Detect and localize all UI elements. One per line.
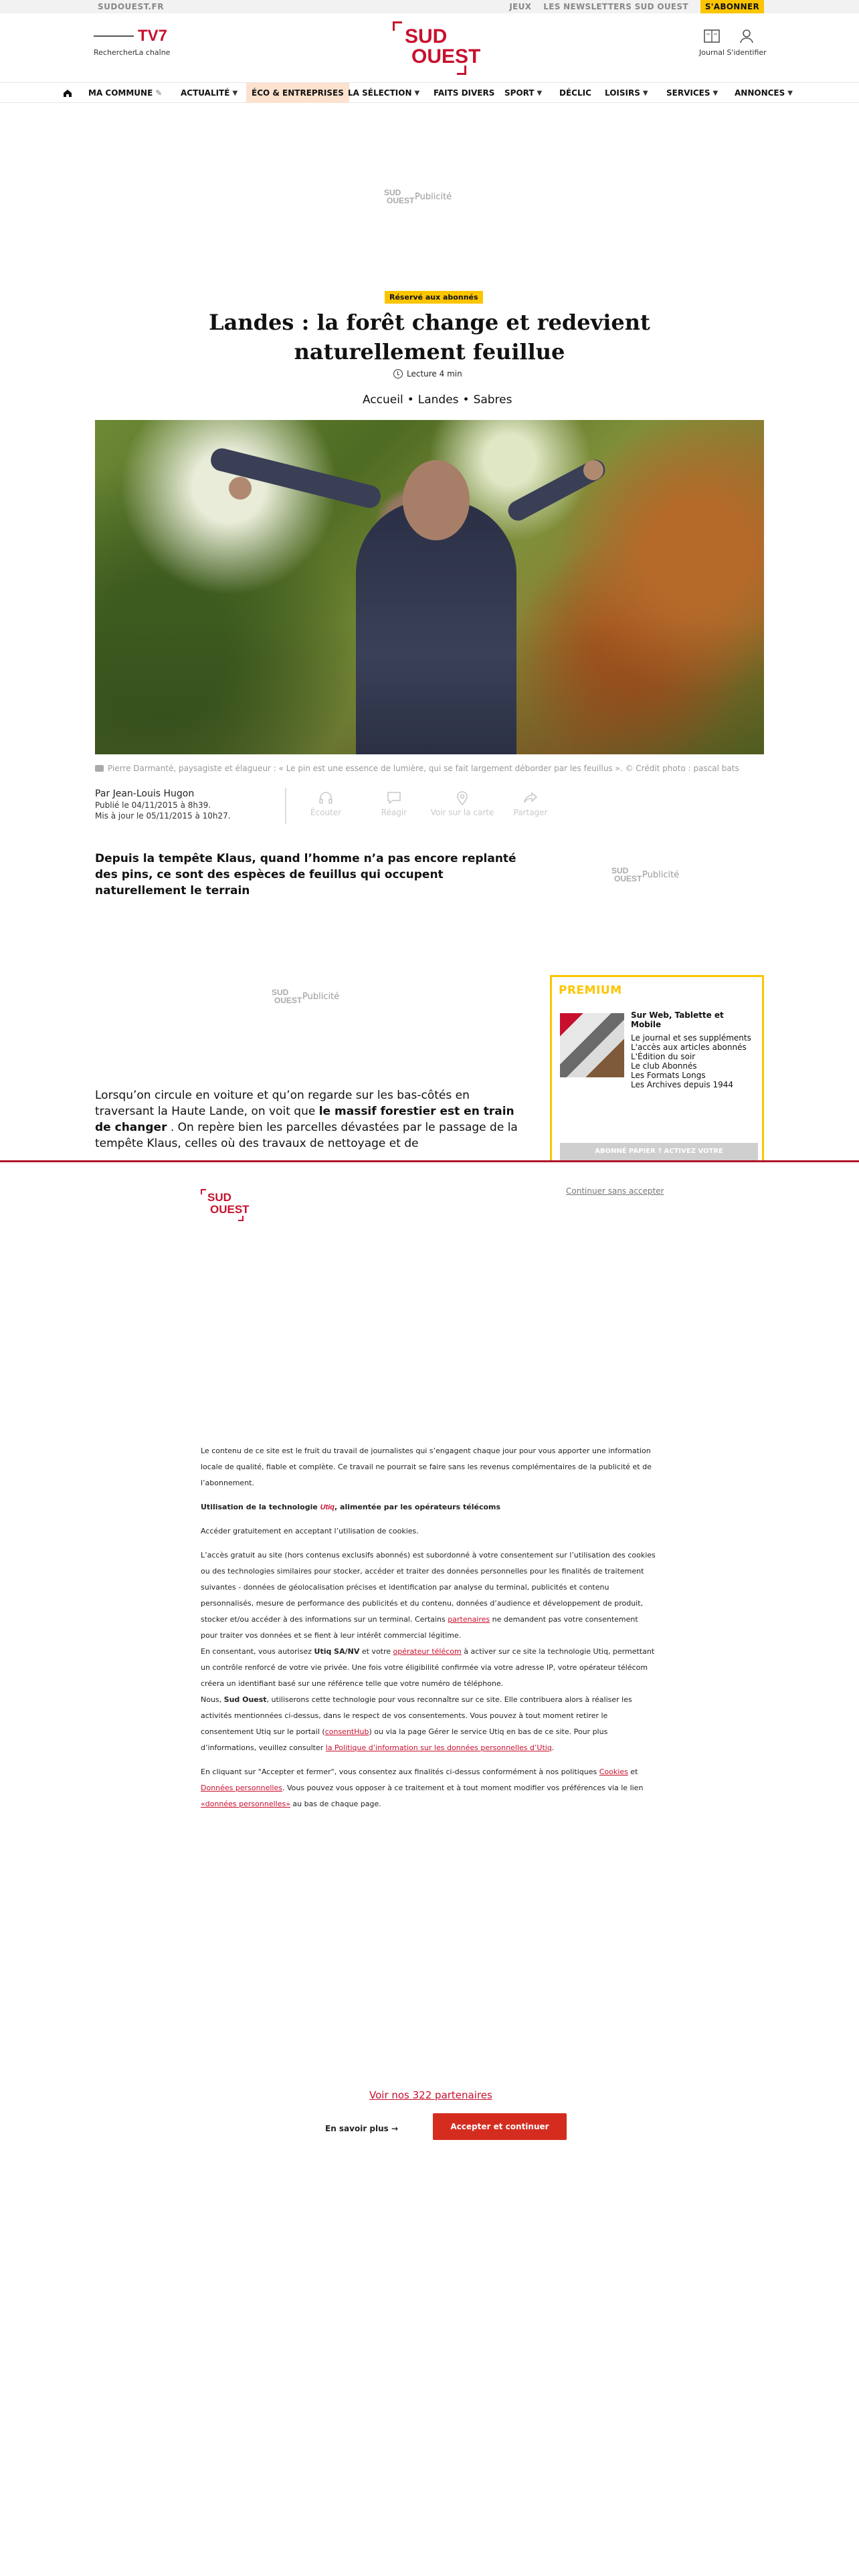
- map-label: Voir sur la carte: [430, 808, 494, 817]
- nav-la-selection[interactable]: LA SÉLECTION ▼: [348, 88, 420, 98]
- site-link[interactable]: SUDOUEST.FR: [98, 2, 164, 11]
- breadcrumb-separator: •: [407, 393, 414, 407]
- react-button[interactable]: [360, 788, 428, 817]
- consent-logo: SUD OUEST: [201, 1189, 244, 1221]
- divider: [285, 788, 286, 824]
- share-icon: [496, 788, 565, 808]
- premium-label: PREMIUM: [559, 984, 622, 997]
- read-time: [393, 369, 462, 379]
- user-icon: [727, 24, 767, 48]
- map-button[interactable]: [428, 788, 496, 817]
- ad-logo: SUD OUEST: [272, 988, 302, 1005]
- breadcrumb-separator: •: [462, 393, 470, 407]
- utiq-heading: Utilisation de la technologie Utiq, alimentée par les opérateurs télécoms: [201, 1503, 501, 1511]
- nav-eco-entreprises[interactable]: ÉCO & ENTREPRISES: [246, 83, 349, 103]
- chevron-down-icon: ▼: [642, 89, 648, 97]
- article-tools: [292, 788, 565, 817]
- nav-faits-divers[interactable]: FAITS DIVERS: [434, 88, 495, 98]
- cookies-link[interactable]: Cookies: [599, 1767, 628, 1776]
- article-lead: Depuis la tempête Klaus, quand l’homme n’a pas encore replanté des pins, ce sont des espèces de feuillus qui occupent naturellement le terrain: [95, 852, 516, 897]
- home-icon: [63, 89, 72, 98]
- consenthub-link[interactable]: consentHub: [324, 1727, 369, 1736]
- react-label: Réagir: [381, 808, 407, 817]
- top-utility-bar: [0, 0, 859, 13]
- logo-text-top: SUD: [405, 25, 448, 47]
- login-button[interactable]: [727, 24, 767, 57]
- top-links: [509, 0, 764, 13]
- ad-logo: SUD OUEST: [384, 188, 415, 205]
- continue-without-accepting-link[interactable]: Continuer sans accepter: [566, 1186, 664, 1196]
- nav-ma-commune[interactable]: MA COMMUNE ✎: [88, 88, 163, 98]
- nav-loisirs[interactable]: LOISIRS ▼: [605, 88, 648, 98]
- chevron-down-icon: ▼: [537, 89, 543, 97]
- games-link[interactable]: JEUX: [509, 2, 532, 11]
- ad-placeholder-top: [384, 189, 452, 205]
- login-label: S'identifier: [727, 48, 767, 57]
- breadcrumb-landes[interactable]: Landes: [417, 393, 459, 407]
- site-header: [0, 13, 859, 83]
- chevron-down-icon: ▼: [232, 89, 238, 97]
- article-body: [95, 1087, 523, 1152]
- article-photo[interactable]: [95, 420, 764, 754]
- chevron-down-icon: ▼: [414, 89, 420, 97]
- newspaper-icon: [692, 24, 732, 48]
- premium-item: Le journal et ses suppléments: [631, 1033, 751, 1043]
- tv7-label: La chaîne: [134, 48, 171, 57]
- nav-annonces[interactable]: ANNONCES ▼: [735, 88, 793, 98]
- hamburger-icon: [94, 24, 134, 48]
- caption-text: Pierre Darmanté, paysagiste et élagueur : « Le pin est une essence de lumière, qui se fait largement déborder par les feuillus ». © Crédit photo : pascal bats: [108, 764, 739, 773]
- journal-button[interactable]: [692, 24, 732, 57]
- premium-item: Le club Abonnés: [631, 1061, 697, 1071]
- published-date: Publié le 04/11/2015 à 8h39.: [95, 800, 211, 810]
- breadcrumb-sabres[interactable]: Sabres: [473, 393, 512, 407]
- nav-actualite[interactable]: ACTUALITÉ ▼: [181, 88, 238, 98]
- tv7-button[interactable]: [132, 24, 173, 57]
- consent-paragraph: Accéder gratuitement en acceptant l’utilisation de cookies.: [201, 1527, 419, 1535]
- share-label: Partager: [513, 808, 548, 817]
- map-pin-icon: [428, 788, 496, 808]
- premium-item: L'Édition du soir: [631, 1052, 696, 1061]
- clock-icon: [393, 369, 403, 379]
- camera-icon: [95, 765, 104, 772]
- ad-label: Publicité: [302, 991, 340, 1002]
- personal-data-footer-link[interactable]: «données personnelles»: [201, 1800, 290, 1808]
- ad-label: Publicité: [415, 191, 452, 202]
- body-text: . On repère bien les parcelles dévastées par le passage de la tempête Klaus, celles où des travaux de nettoyage et de: [95, 1121, 518, 1150]
- consent-text: [201, 1443, 656, 1820]
- telecom-operator-link[interactable]: opérateur télécom: [393, 1647, 462, 1656]
- premium-title: Sur Web, Tablette et Mobile: [631, 1010, 724, 1029]
- breadcrumb-home[interactable]: Accueil: [363, 393, 403, 407]
- comment-icon: [360, 788, 428, 808]
- main-nav: [0, 83, 859, 103]
- home-link[interactable]: [58, 83, 78, 103]
- nav-services[interactable]: SERVICES ▼: [666, 88, 719, 98]
- premium-info: [631, 1010, 751, 1089]
- partners-inline-link[interactable]: partenaires: [448, 1615, 490, 1624]
- consent-paragraph: L’accès gratuit au site (hors contenus exclusifs abonnés) est subordonné à votre consentement sur l’utilisation des cookies ou des technologies similaires pour stocker, accéder et traiter des données personnelles pour les finalités de traitement suivantes - données de géolocalisation précises et identification par analyse du terminal, publicités et contenu personnalisés, mesure de performance des publicités et du contenu, données d’audience et développement de produit, stocker et/ou accéder à des informations sur un terminal. Certains partenaires ne demandent pas votre consentement pour traiter vos données et se fient à leur intérêt commercial légitime. En consentant, vous autorisez Utiq SA/NV et votre opérateur télécom à activer sur ce site la technologie Utiq, permettant un contrôle renforcé de votre vie privée. Une fois votre éligibilité confirmée via votre adresse IP, votre opérateur télécom créera un identifiant basé sur une référence telle que votre numéro de téléphone. Nous, Sud Ouest, utiliserons cette technologie pour vous reconnaître sur ce site. Elle contribuera alors à réaliser les activités mentionnées ci-dessus, dans le respect de vos consentements. Vous pouvez à tout moment retirer le consentement Utiq sur le portail (consentHub) ou via la page Gérer le service Utiq en bas de ce site. Pour plus d’informations, veuillez consulter la Politique d’information sur les données personnelles d’Utiq.: [201, 1551, 656, 1752]
- premium-item: Les Formats Longs: [631, 1071, 706, 1080]
- author[interactable]: Par Jean-Louis Hugon: [95, 788, 195, 799]
- nav-sport[interactable]: SPORT ▼: [504, 88, 543, 98]
- activate-subscription-button[interactable]: ABONNÉ PAPIER ? ACTIVEZ VOTRE: [560, 1143, 758, 1160]
- chevron-down-icon: ▼: [787, 89, 793, 97]
- updated-date: Mis à jour le 05/11/2015 à 10h27.: [95, 811, 231, 821]
- breadcrumb: [363, 393, 512, 407]
- photo-caption: [95, 764, 739, 773]
- personal-data-link[interactable]: Données personnelles: [201, 1784, 282, 1792]
- accept-button[interactable]: Accepter et continuer: [433, 2113, 567, 2140]
- ad-label: Publicité: [642, 869, 680, 880]
- premium-item: L'accès aux articles abonnés: [631, 1043, 747, 1052]
- chevron-down-icon: ▼: [712, 89, 719, 97]
- ad-logo: SUD OUEST: [611, 866, 642, 883]
- consent-paragraph: Le contenu de ce site est le fruit du travail de journalistes qui s’engagent chaque jour pour vous apporter une information locale de qualité, fiable et complète. Ce travail ne pourrait se faire sans les revenus complémentaires de la publicité et de l’abonnement.: [201, 1446, 652, 1487]
- utiq-logo: Utiq: [320, 1503, 335, 1511]
- subscribe-button[interactable]: S'ABONNER: [700, 0, 764, 13]
- article-title: Landes : la forêt change et redevient naturellement feuillue: [209, 310, 650, 364]
- search-label: Rechercher: [94, 48, 136, 57]
- search-menu-button[interactable]: [94, 24, 134, 57]
- newsletters-link[interactable]: LES NEWSLETTERS SUD OUEST: [543, 2, 688, 11]
- tv7-logo: TV7: [137, 27, 167, 45]
- logo-text-bottom: OUEST: [411, 45, 481, 68]
- nav-declic[interactable]: DÉCLIC: [559, 88, 591, 98]
- listen-label: Écouter: [310, 808, 342, 817]
- body-text: Lorsqu’on circule en voiture et qu’on regarde sur les bas-côtés en traversant la Haute Lande, on voit que: [95, 1089, 470, 1118]
- byline: [95, 788, 231, 821]
- consent-dialog: [0, 1160, 859, 2576]
- share-button[interactable]: [496, 788, 565, 817]
- listen-button[interactable]: [292, 788, 360, 817]
- journal-label: Journal: [698, 48, 725, 57]
- sud-ouest-logo[interactable]: [393, 21, 481, 75]
- learn-more-button[interactable]: En savoir plus →: [325, 2124, 399, 2133]
- view-partners-link[interactable]: Voir nos 322 partenaires: [369, 2089, 492, 2101]
- read-time-label: Lecture 4 min: [407, 369, 462, 379]
- premium-thumbnails: [560, 1013, 624, 1077]
- pencil-icon: ✎: [155, 88, 163, 98]
- ad-placeholder-side: [611, 867, 679, 883]
- premium-box: [550, 975, 764, 1169]
- premium-item: Les Archives depuis 1944: [631, 1080, 734, 1089]
- subscriber-badge: Réservé aux abonnés: [385, 291, 483, 304]
- ad-placeholder-inline: [272, 988, 339, 1004]
- utiq-policy-link[interactable]: la Politique d’information sur les données personnelles d’Utiq: [325, 1743, 552, 1752]
- headphones-icon: [292, 788, 360, 808]
- body-bold: le massif forestier est en train de changer: [95, 1105, 514, 1134]
- consent-paragraph: En cliquant sur "Accepter et fermer", vous consentez aux finalités ci-dessus conformément à nos politiques Cookies et Données personnelles. Vous pouvez vous opposer à ce traitement et à tout moment modifier vos préférences via le lien «données personnelles» au bas de chaque page.: [201, 1767, 644, 1808]
